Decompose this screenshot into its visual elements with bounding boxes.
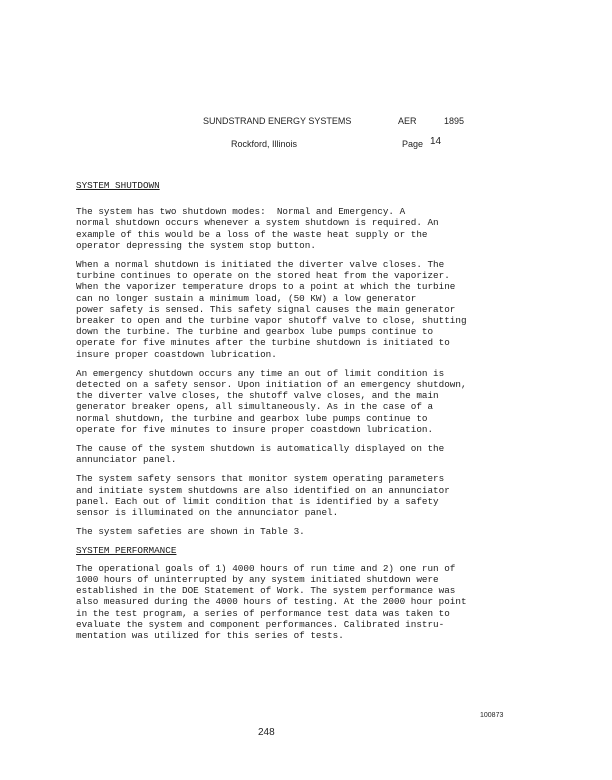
section-system-performance [76,545,552,641]
document-body [76,180,552,649]
paragraph: When a normal shutdown is initiated the diverter valve closes. The turbine continues to operate on the stored heat from the vaporizer. When the vaporizer temperature drops to a point at which the turbine can no longer sustain a minimum load, (50 KW) a low generator power safety is sensed. This safety signal causes the main generator breaker to open and the turbine vapor shutoff valve to close, shutting down the turbine. The turbine and gearbox lube pumps continue to operate for five minutes after the turbine shutdown is initiated to insure proper coastdown lubrication. [76,259,467,360]
page-number: 14 [430,136,442,147]
paragraph: An emergency shutdown occurs any time an out of limit condition is detected on a safety sensor. Upon initiation of an emergency shutdown, the diverter valve closes, the shutoff valve closes, and the main generator breaker opens, all simultaneously. As in the case of a normal shutdown, the turbine and gearbox lube pumps continue to operate for five minutes to insure proper coastdown lubrication. [76,367,467,435]
report-label: AER [398,116,417,126]
paragraph: The system has two shutdown modes: Normal and Emergency. A normal shutdown occurs whenever a system shutdown is required. An example of this would be a loss of the waste heat supply or the operator depressing the system stop button. [76,206,439,251]
location: Rockford, Illinois [231,139,298,149]
paragraph: The cause of the system shutdown is automatically displayed on the annunciator panel. [76,443,445,466]
section-system-shutdown [76,180,552,537]
section-heading: SYSTEM PERFORMANCE [76,545,177,557]
section-heading: SYSTEM SHUTDOWN [76,180,160,191]
footer-page-number: 248 [258,727,275,738]
document-code: 100873 [480,712,504,719]
page-label: Page [402,139,424,149]
paragraph: The system safeties are shown in Table 3. [76,526,305,538]
paragraph: The operational goals of 1) 4000 hours of run time and 2) one run of 1000 hours of uninterrupted by any system initiated shutdown were established in the DOE Statement of Work. The system performance was also measured during the 4000 hours of testing. At the 2000 hour point in the test program, a series of performance test data was taken to evaluate the system and component performances. Calibrated instru- mentation was utilized for this series of tests. [76,562,467,641]
paragraph: The system safety sensors that monitor system operating parameters and initiate system shutdowns are also identified on an annunciator panel. Each out of limit condition that is identified by a safety sensor is illuminated on the annunciator panel. [76,473,450,519]
report-number: 1895 [444,116,465,126]
company-name: SUNDSTRAND ENERGY SYSTEMS [203,116,352,126]
